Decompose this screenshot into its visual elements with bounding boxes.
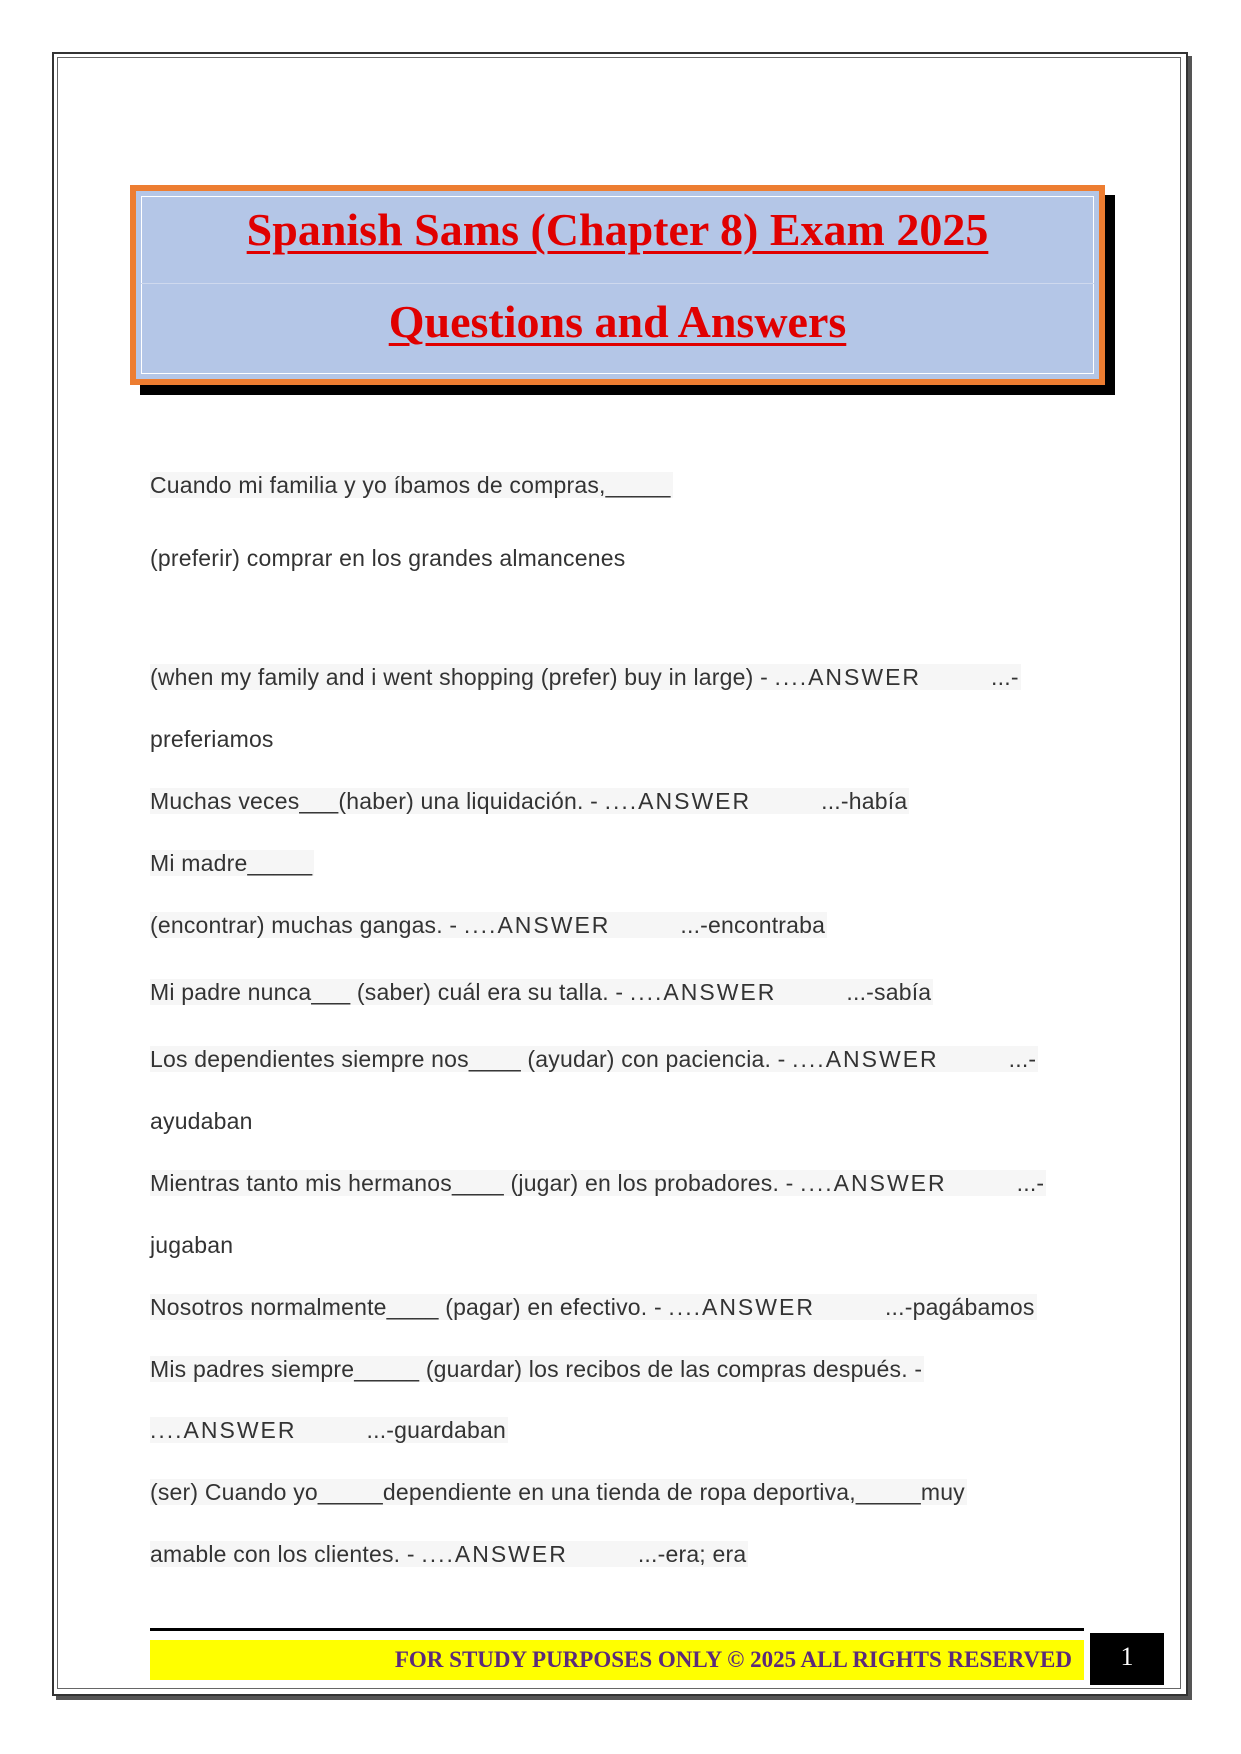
answer-separator: ...- xyxy=(1008,1046,1037,1072)
line-text: (ser) Cuando yo_____dependiente en una tienda de ropa deportiva,_____muy xyxy=(150,1479,965,1505)
answer-separator: ...- xyxy=(1016,1170,1045,1196)
answer-marker: ....ANSWER xyxy=(421,1541,568,1567)
line-text: Mi madre_____ xyxy=(150,850,313,876)
answer-separator: ...- xyxy=(366,1417,395,1443)
answer-marker: ....ANSWER xyxy=(150,1417,297,1443)
question-line xyxy=(150,910,827,940)
answer-text: pagábamos xyxy=(912,1294,1035,1320)
answer-separator: ...- xyxy=(680,912,709,938)
answer-marker: ....ANSWER xyxy=(774,664,922,690)
question-line xyxy=(150,977,933,1007)
answer-text: encontraba xyxy=(708,912,826,938)
question-line xyxy=(150,1168,1046,1198)
question-line xyxy=(150,1354,924,1384)
title-box xyxy=(130,185,1105,385)
answer-text: jugaban xyxy=(150,1232,234,1258)
title-divider xyxy=(141,283,1094,284)
line-text: Mi padre nunca___ (saber) cuál era su talla. - xyxy=(150,979,630,1005)
answer-text: era; era xyxy=(665,1541,747,1567)
document-title-line-1: Spanish Sams (Chapter 8) Exam 2025 xyxy=(246,204,989,255)
answer-line xyxy=(150,724,274,754)
line-text: Mientras tanto mis hermanos____ (jugar) en los probadores. - xyxy=(150,1170,801,1196)
answer-marker: ....ANSWER xyxy=(604,788,752,814)
answer-separator: ...- xyxy=(637,1541,666,1567)
line-text: Muchas veces___(haber) una liquidación. - xyxy=(150,788,605,814)
answer-marker: ....ANSWER xyxy=(792,1046,939,1072)
line-text: Mis padres siempre_____ (guardar) los recibos de las compras después. - xyxy=(150,1356,923,1382)
question-line xyxy=(150,1044,1038,1074)
line-text: (when my family and i went shopping (prefer) buy in large) - xyxy=(150,664,775,690)
answer-separator: ...- xyxy=(846,979,875,1005)
line-text: Cuando mi familia y yo íbamos de compras,_____ xyxy=(150,472,671,498)
question-line xyxy=(150,470,673,500)
footer-bar xyxy=(150,1640,1084,1680)
answer-text: preferiamos xyxy=(150,726,274,752)
question-line xyxy=(150,1292,1037,1322)
line-text: amable con los clientes. - xyxy=(150,1541,422,1567)
question-line xyxy=(150,1539,748,1569)
answer-marker: ....ANSWER xyxy=(629,979,777,1005)
question-line xyxy=(150,786,909,816)
question-line xyxy=(150,543,625,573)
question-line xyxy=(150,1415,508,1445)
page-number: 1 xyxy=(1090,1633,1164,1685)
answer-separator: ...- xyxy=(821,788,849,814)
question-line xyxy=(150,1477,967,1507)
answer-marker: ....ANSWER xyxy=(463,912,611,938)
answer-text: había xyxy=(848,788,908,814)
answer-line xyxy=(150,1230,233,1260)
line-text: Nosotros normalmente____ (pagar) en efectivo. - xyxy=(150,1294,669,1320)
question-line xyxy=(150,662,1021,692)
answer-text: ayudaban xyxy=(150,1108,253,1134)
answer-line xyxy=(150,1106,253,1136)
footer-text: FOR STUDY PURPOSES ONLY © 2025 ALL RIGHTS RESERVED xyxy=(394,1647,1072,1672)
answer-marker: ....ANSWER xyxy=(668,1294,815,1320)
footer-rule xyxy=(150,1628,1084,1631)
question-line xyxy=(150,848,314,878)
answer-text: guardaban xyxy=(394,1417,506,1443)
answer-separator: ...- xyxy=(884,1294,913,1320)
document-title-line-2: Questions and Answers xyxy=(388,296,847,347)
answer-marker: ....ANSWER xyxy=(800,1170,947,1196)
line-text: Los dependientes siempre nos____ (ayudar) con paciencia. - xyxy=(150,1046,793,1072)
answer-separator: ...- xyxy=(991,664,1019,690)
line-text: (preferir) comprar en los grandes almancenes xyxy=(150,545,626,571)
answer-text: sabía xyxy=(874,979,932,1005)
line-text: (encontrar) muchas gangas. - xyxy=(150,912,464,938)
